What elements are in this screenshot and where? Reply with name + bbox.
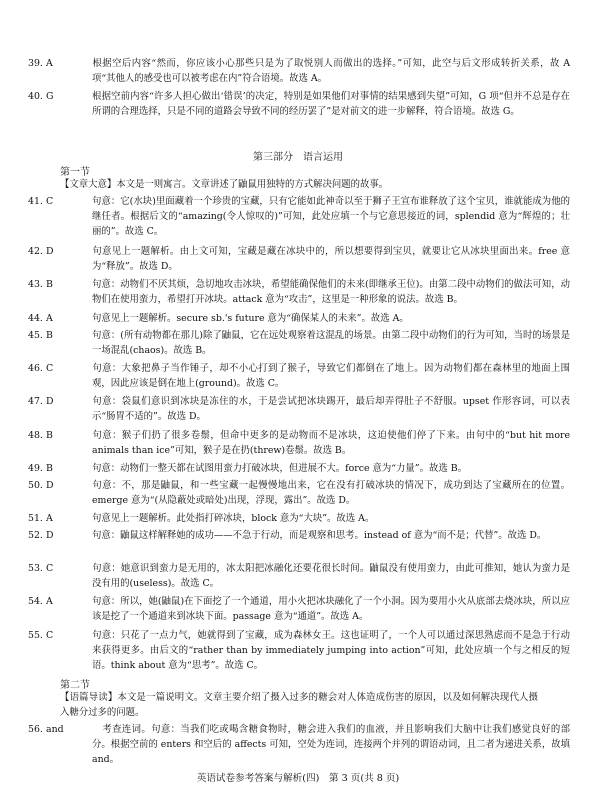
answer-item-46: [28, 361, 570, 391]
answer-key: D: [46, 246, 54, 257]
answer-key: A: [46, 58, 53, 69]
question-number: 39.: [28, 58, 43, 69]
answer-explanation: 根据空前内容“许多人担心做出‘错误’的决定，特别是如果他们对事情的结果感到失望”可知，G 项“但并不总是存在所谓的合理选择，只是不同的道路会导致不同的经历罢了”是对前文的进一步解释，符合语境。故选 G。: [92, 91, 570, 118]
question-number: 49.: [28, 463, 43, 474]
answer-key: G: [46, 91, 54, 102]
question-number: 45.: [28, 330, 43, 341]
section-label: 第一节: [60, 167, 90, 178]
answer-item-47: [28, 394, 570, 424]
question-number: 53.: [28, 563, 43, 574]
answer-key: B: [46, 330, 53, 341]
answer-explanation: 考查连词。句意：当我们吃或喝含糖食物时，糖会进入我们的血液，并且影响我们大脑中让我们感觉良好的部分。根据空前的 enters 和空后的 affects 可知，空处为连词，连接两个并列的谓语动词，且二者为递进关系，故填 and。: [92, 724, 570, 766]
section-label: 第二节: [60, 680, 90, 691]
answer-item-39: [28, 56, 570, 86]
answer-key: B: [46, 463, 53, 474]
answer-explanation: 句意见上一题解析。secure sb.'s future 意为“确保某人的未来”。故选 A。: [92, 313, 409, 324]
answer-key: D: [46, 530, 54, 541]
answer-key: C: [46, 563, 54, 574]
answer-item-53: [28, 561, 570, 591]
question-number: 54.: [28, 596, 43, 607]
answer-key: A: [46, 596, 53, 607]
answer-item-49: [28, 461, 570, 476]
answer-explanation: 句意：袋鼠们意识到冰块是冻住的水，于是尝试把冰块踢开，最后却弄得肚子不舒服。upset 作形容词，可以表示“肠胃不适的”。故选 D。: [92, 396, 570, 423]
answer-item-41: [28, 194, 570, 240]
answer-explanation: 句意：它(水块)里面藏着一个珍贵的宝藏，只有它能如此神奇以至于狮子王宣布谁释放了这个宝贝，谁就能成为他的继任者。根据后文的“amazing(令人惊叹的)”可知，此处应填一个与它意思接近的词，splendid 意为“辉煌的；壮丽的”。故选 C。: [92, 196, 570, 238]
answer-explanation: 句意：不，那是鼬鼠，和一些宝藏一起慢慢地出来，它在没有打破冰块的情况下，成功到达了宝藏所在的位置。emerge 意为“(从隐蔽处或暗处)出现，浮现，露出”。故选 D。: [92, 480, 570, 507]
answer-key: D: [46, 480, 54, 491]
question-number: 50.: [28, 480, 43, 491]
answer-key: B: [46, 279, 53, 290]
question-number: 55.: [28, 630, 43, 641]
question-number: 42.: [28, 246, 43, 257]
answer-item-43: [28, 277, 570, 307]
answer-item-42: [28, 244, 570, 274]
answer-item-45: [28, 328, 570, 358]
answer-item-56: [28, 722, 570, 768]
question-number: 52.: [28, 530, 43, 541]
question-number: 56.: [28, 724, 43, 735]
answer-explanation: 句意见上一题解析。由上文可知，宝藏是藏在冰块中的，所以想要得到宝贝，就要让它从冰块里面出来。free 意为“释放”。故选 D。: [92, 246, 570, 273]
question-number: 48.: [28, 430, 43, 441]
answer-explanation: 句意：大象把鼻子当作锤子，却不小心打到了猴子，导致它们都倒在了地上。因为动物们都在森林里的地面上围观，因此应该是倒在地上(ground)。故选 C。: [92, 363, 570, 390]
answer-explanation: 根据空后内容“然而，你应该小心那些只是为了取悦别人而做出的选择。”可知，此空与后文形成转折关系，故 A 项“其他人的感受也可以被考虑在内”符合语境。故选 A。: [92, 58, 570, 85]
answer-explanation: 句意见上一题解析。此处指打碎冰块，block 意为“大块”。故选 A。: [92, 513, 375, 524]
question-number: 40.: [28, 91, 43, 102]
question-number: 46.: [28, 363, 43, 374]
answer-key: B: [46, 430, 53, 441]
answer-key: A: [46, 313, 53, 324]
answer-key: A: [46, 513, 53, 524]
answer-key: and: [46, 724, 64, 735]
answer-explanation: 句意：(所有动物都在那儿)除了鼬鼠，它在远处观察着这混乱的场景。由第二段中动物们的行为可知，当时的场景是一场混乱(chaos)。故选 B。: [92, 330, 570, 357]
answer-item-48: [28, 428, 570, 458]
answer-explanation: 句意：所以，她(鼬鼠)在下面挖了一个通道，用小火把冰块融化了一个小洞。因为要用小火从底部去烧冰块，所以应该是挖了一个通道来到冰块下面。passage 意为“通道”。故选 A。: [92, 596, 570, 623]
answer-explanation: 句意：她意识到蛮力是无用的，冰太阳把冰融化还要花很长时间。鼬鼠没有使用蛮力，由此可推知，她认为蛮力是没有用的(useless)。故选 C。: [92, 563, 570, 590]
answer-item-55: [28, 628, 570, 674]
answer-item-50: [28, 478, 570, 508]
question-number: 47.: [28, 396, 43, 407]
answer-explanation: 句意：鼬鼠这样解释她的成功——不急于行动，而是观察和思考。instead of 意为“而不是；代替”。故选 D。: [92, 530, 547, 541]
answer-key: C: [46, 630, 54, 641]
answer-explanation: 句意：只花了一点力气，她就得到了宝藏，成为森林女王。这也证明了，一个人可以通过深思熟虑而不是急于行动来获得更多。由后文的“rather than by immediately jumping into action”可知，此处应填一个与之相反的短语。think about 意为“思考”。故选 C。: [92, 630, 570, 672]
question-number: 51.: [28, 513, 43, 524]
answer-key: D: [46, 396, 54, 407]
question-number: 44.: [28, 313, 43, 324]
section-intro: 【语篇导读】本文是一篇说明文。文章主要介绍了摄入过多的糖会对人体造成伤害的原因，以及如何解决现代人摄入糖分过多的问题。: [60, 692, 538, 719]
answer-item-54: [28, 594, 570, 624]
answer-item-51: [28, 511, 570, 526]
part-title: 第三部分 语言运用: [253, 152, 343, 163]
answer-item-52: [28, 528, 570, 543]
answer-explanation: 句意：猴子们扔了很多卷鬃，但命中更多的是动物而不是冰块，这迫使他们停了下来。由句中的“but hit more animals than ice”可知，猴子是在扔(threw)卷鬃。故选 B。: [92, 430, 570, 457]
answer-explanation: 句意：动物们不厌其烦，急切地攻击冰块，希望能确保他们的未来(即继承王位)。由第二段中动物们的做法可知，动物们在使用蛮力，希望打开冰块。attack 意为“攻击”，这里是一种形象的说法。故选 B。: [92, 279, 570, 306]
answer-item-44: [28, 311, 570, 326]
page-footer: 英语试卷参考答案与解析(四) 第 3 页(共 8 页): [196, 773, 400, 784]
answer-item-40: [28, 89, 570, 119]
answer-key: C: [46, 196, 54, 207]
section-intro: 【文章大意】本文是一则寓言。文章讲述了鼬鼠用独特的方式解决问题的故事。: [60, 179, 389, 190]
answer-explanation: 句意：动物们一整天都在试图用蛮力打破冰块，但进展不大。force 意为“力量”。故选 B。: [92, 463, 467, 474]
question-number: 41.: [28, 196, 43, 207]
question-number: 43.: [28, 279, 43, 290]
answer-key: C: [46, 363, 54, 374]
